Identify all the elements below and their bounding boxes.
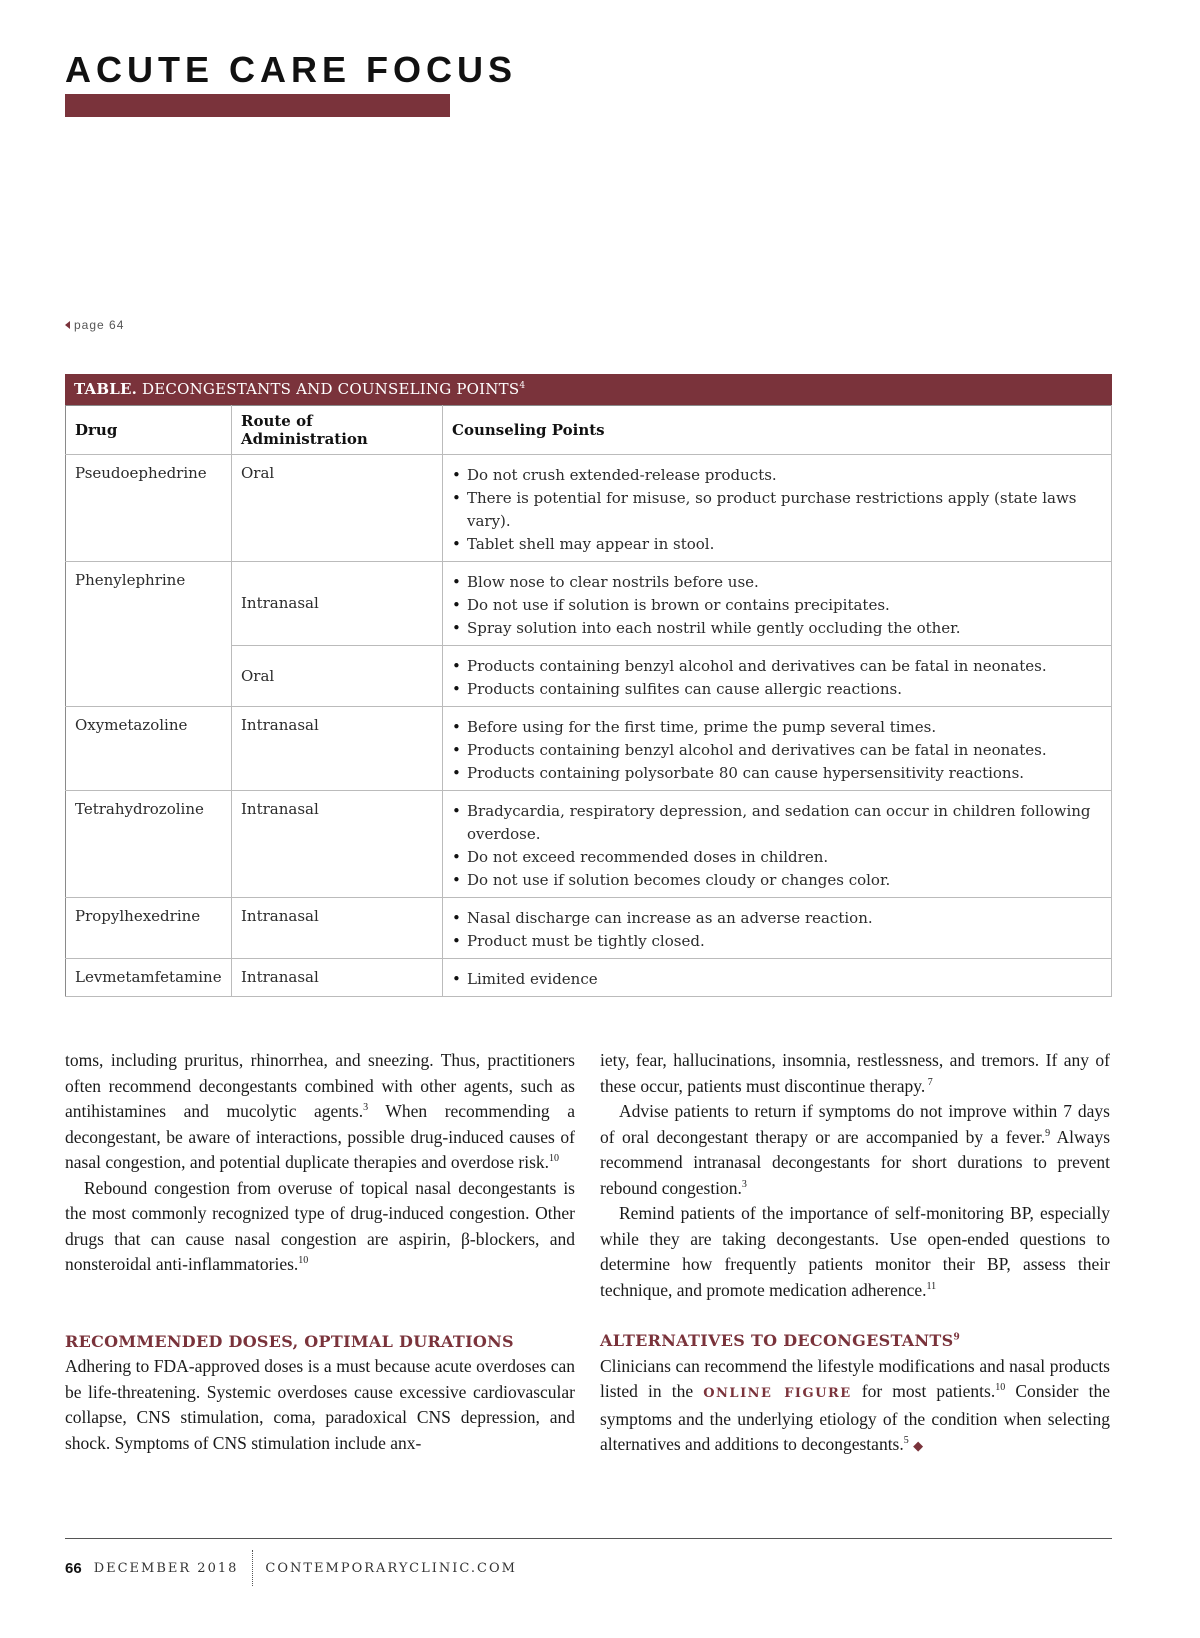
counseling-point: • Tablet shell may appear in stool. [452,533,1102,556]
body-paragraph: Adhering to FDA-approved doses is a must because acute overdoses can be life-threatening. Systemic overdoses cause excessive cardiovascular collapse, CNS stimulation, coma, paradoxical CNS depression, and shock. Symptoms of CNS stimulation include anx- [65,1356,575,1453]
drug-cell: Pseudoephedrine [66,455,232,562]
table-row [66,959,1112,997]
site-url: CONTEMPORARYCLINIC.COM [265,1560,517,1576]
table-caption-ref: 4 [519,381,526,391]
counseling-point: • There is potential for misuse, so product purchase restrictions apply (state laws vary). [452,487,1102,533]
footer-rule [65,1538,1112,1539]
citation-ref: 10 [549,1153,560,1165]
column-header-counseling: Counseling Points [443,406,1112,455]
body-paragraph [600,1201,1110,1303]
drug-cell: Tetrahydrozoline [66,791,232,898]
body-text: iety, fear, hallucinations, insomnia, restlessness, and tremors. If any of these occur, patients must discontinue therapy. [600,1050,1110,1096]
body-text: toms, including pruritus, rhinorrhea, and sneezing. Thus, practitioners often recommend decongestants combined with other agents, such as antihistamines and mucolytic agents. [65,1050,575,1121]
body-column-left [65,1048,575,1456]
body-text: Advise patients to return if symptoms do not improve within 7 days of oral decongestant therapy or are accompanied by a fever. [600,1101,1110,1147]
points-cell [443,791,1112,898]
body-column-right [600,1048,1110,1459]
counseling-point: • Spray solution into each nostril while gently occluding the other. [452,617,1102,640]
column-header-route: Route of Administration [232,406,443,455]
points-cell [443,959,1112,997]
points-cell [443,898,1112,959]
counseling-point: • Do not exceed recommended doses in children. [452,846,1102,869]
body-text: Rebound congestion from overuse of topical nasal decongestants is the most commonly recognized type of drug-induced congestion. Other drugs that can cause nasal congestion are aspirin, β-blockers, and nonsteroidal anti-inflammatories. [65,1177,575,1274]
continued-label: page 64 [74,318,125,332]
body-text: Clinicians can recommend the lifestyle modifications and nasal products listed in the [600,1355,1110,1401]
body-text: Consider the symptoms and the underlying etiology of the condition when selecting alternatives and additions to decongestants. [600,1381,1110,1454]
drug-cell: Levmetamfetamine [66,959,232,997]
points-cell [443,562,1112,646]
citation-ref: 9 [1045,1127,1051,1139]
body-paragraph [600,1099,1110,1201]
table-caption-text: DECONGESTANTS AND COUNSELING POINTS [142,380,520,398]
counseling-point: • Products containing sulfites can cause allergic reactions. [452,678,1102,701]
route-cell: Intranasal [232,898,443,959]
table-row [66,562,1112,646]
counseling-point: • Blow nose to clear nostrils before use. [452,571,1102,594]
counseling-point: • Do not use if solution is brown or contains precipitates. [452,594,1102,617]
counseling-point: • Product must be tightly closed. [452,930,1102,953]
counseling-point: • Bradycardia, respiratory depression, and sedation can occur in children following overdose. [452,800,1102,846]
issue-date: DECEMBER 2018 [93,1560,239,1576]
drug-cell: Propylhexedrine [66,898,232,959]
citation-ref: 10 [995,1382,1006,1394]
body-paragraph [600,1354,1110,1459]
route-cell: Oral [232,646,443,707]
drug-cell: Oxymetazoline [66,707,232,791]
citation-ref: 3 [741,1178,747,1190]
route-cell: Intranasal [232,562,443,646]
points-cell [443,707,1112,791]
counseling-point: • Products containing benzyl alcohol and derivatives can be fatal in neonates. [452,739,1102,762]
table-row [66,455,1112,562]
counseling-point: • Do not use if solution becomes cloudy or changes color. [452,869,1102,892]
body-text: for most patients. [851,1381,996,1401]
table-header-row [66,406,1112,455]
citation-ref: 10 [298,1255,309,1267]
page-number: 66 [65,1559,82,1577]
body-paragraph [65,1048,575,1176]
counseling-point: • Nasal discharge can increase as an adverse reaction. [452,907,1102,930]
decongestants-table [65,374,1112,997]
citation-ref: 5 [903,1435,909,1447]
counseling-point: • Before using for the first time, prime the pump several times. [452,716,1102,739]
body-text: Remind patients of the importance of self-monitoring BP, especially while they are taking decongestants. Use open-ended questions to determine how frequently patients monitor their BP, assess their technique, and promote medication adherence. [600,1203,1110,1300]
section-heading-text: ALTERNATIVES TO DECONGESTANTS [600,1331,954,1350]
left-triangle-icon [65,321,70,329]
route-cell: Intranasal [232,959,443,997]
counseling-point: • Products containing benzyl alcohol and derivatives can be fatal in neonates. [452,655,1102,678]
table-caption [65,374,1112,405]
section-title: ACUTE CARE FOCUS [65,49,518,90]
body-paragraph [65,1176,575,1278]
page-footer [65,1550,517,1586]
column-header-drug: Drug [66,406,232,455]
body-text: When recommending a decongestant, be aware of interactions, possible drug-induced causes of nasal congestion, and potential duplicate therapies and overdose risk. [65,1101,575,1172]
points-cell [443,646,1112,707]
points-cell [443,455,1112,562]
table-row [66,898,1112,959]
citation-ref: 11 [926,1280,937,1292]
footer-divider [252,1550,253,1586]
counseling-point: • Limited evidence [452,968,1102,991]
route-cell: Oral [232,455,443,562]
table-row [66,791,1112,898]
section-heading: RECOMMENDED DOSES, OPTIMAL DURATIONS [65,1331,514,1351]
table-caption-label: TABLE. [74,380,138,398]
end-diamond-icon: ◆ [913,1438,924,1453]
citation-ref: 7 [925,1076,933,1088]
continued-from [65,318,124,332]
section-header [65,50,517,90]
section-header-bar [65,94,450,117]
section-heading [600,1328,1110,1354]
counseling-point: • Products containing polysorbate 80 can cause hypersensitivity reactions. [452,762,1102,785]
counseling-point: • Do not crush extended-release products. [452,464,1102,487]
citation-ref: 9 [953,1332,961,1343]
table-row [66,707,1112,791]
drug-cell: Phenylephrine [66,562,232,707]
body-paragraph [600,1048,1110,1099]
citation-ref: 3 [363,1102,369,1114]
route-cell: Intranasal [232,791,443,898]
online-figure-link[interactable]: ONLINE FIGURE [703,1386,852,1401]
route-cell: Intranasal [232,707,443,791]
body-text: Always recommend intranasal decongestants for short durations to prevent rebound congestion. [600,1126,1111,1198]
